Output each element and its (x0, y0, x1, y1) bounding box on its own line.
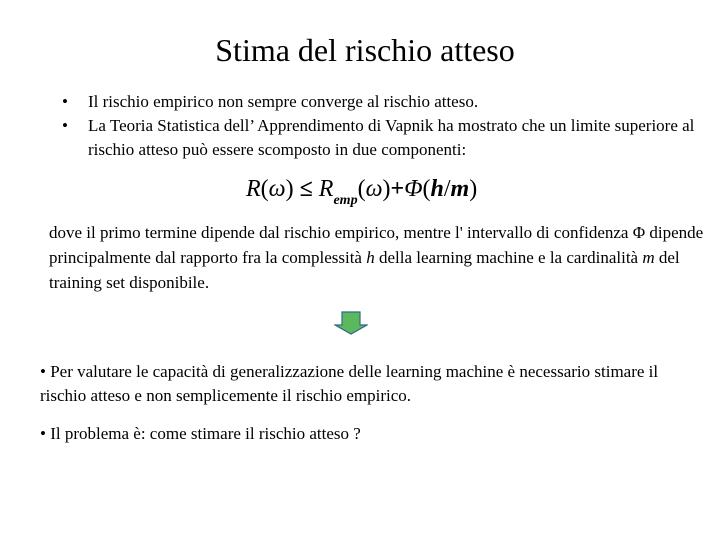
formula-leq: ≤ (299, 176, 313, 202)
paragraph-text: dove il primo termine dipende dal rischio empirico, mentre l' intervallo di confidenza Φ dipende principalmente dal rapporto fra la complessità (49, 223, 704, 267)
risk-bound-formula: $R(\omega) \le R_{emp}(\omega)+\Phi(h/m)$ (246, 176, 478, 208)
conclusion-paragraph: • Per valutare le capacità di generalizzazione delle learning machine è necessario stimare il rischio atteso e non semplicemente il rischio empirico. (40, 362, 659, 405)
formula-R: R (246, 176, 261, 202)
question-paragraph: • Il problema è: come stimare il rischio atteso ? (40, 424, 361, 443)
formula-Remp: R (318, 176, 334, 202)
bullet-marker: • (62, 116, 68, 135)
bullet-marker: • (62, 92, 68, 111)
paragraph-h: h (366, 248, 375, 267)
formula-emp-subscript: emp (333, 193, 358, 208)
paragraph-m: m (642, 248, 655, 267)
formula-omega: ω (268, 176, 286, 202)
paragraph-text: del training set disponibile. (49, 248, 680, 292)
paragraph-text: della learning machine e la cardinalità (374, 248, 643, 267)
formula-slash: / (443, 176, 451, 202)
bullet-text: La Teoria Statistica dell’ Apprendimento di Vapnik ha mostrato che un limite superiore al rischio atteso può essere scomposto in due componenti: (88, 116, 695, 159)
formula-Phi: Φ (404, 176, 423, 202)
explanation-paragraph (49, 220, 709, 295)
down-arrow-icon (334, 311, 368, 335)
formula-plus: + (390, 176, 405, 202)
formula-h: h (430, 176, 444, 202)
bullet-text: Il rischio empirico non sempre converge al rischio atteso. (88, 92, 479, 111)
slide-title: Stima del rischio atteso (215, 32, 515, 68)
formula-m: m (450, 176, 470, 202)
formula-omega: ω (365, 176, 383, 202)
bullet-item (62, 114, 702, 162)
bullet-item (62, 90, 702, 114)
bullet-list (62, 90, 702, 162)
